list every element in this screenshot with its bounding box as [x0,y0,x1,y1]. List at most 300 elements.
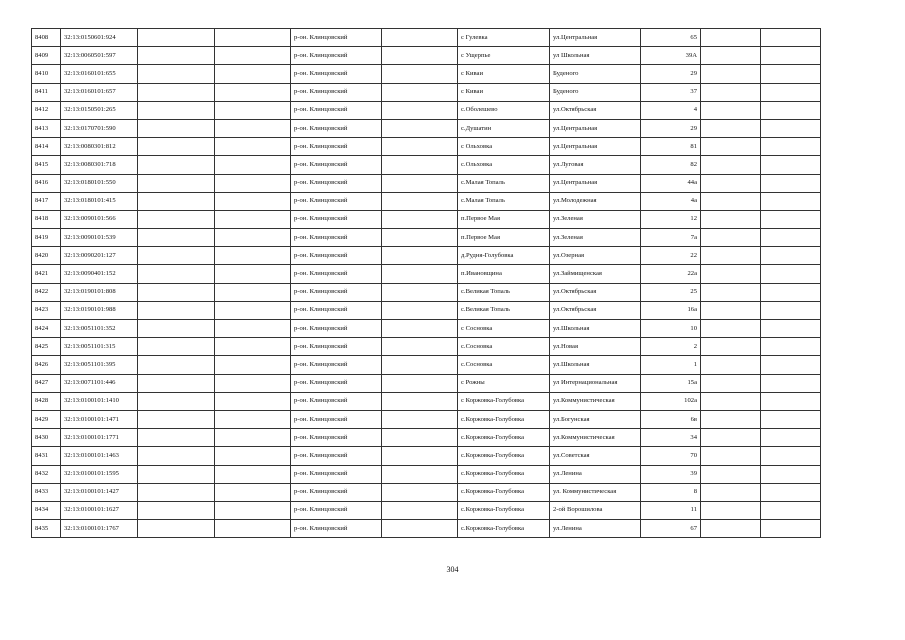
empty-cell [138,229,215,247]
street-cell: ул.Центральная [550,119,641,137]
empty-cell [215,119,291,137]
cadastral-number-cell: 32:13:0160101:657 [61,83,138,101]
empty-cell [761,374,821,392]
table-row [32,520,821,538]
table-row [32,101,821,119]
empty-cell [761,229,821,247]
house-number-cell: 37 [641,83,701,101]
house-number-cell: 4а [641,192,701,210]
row-number-cell: 8434 [32,501,61,519]
empty-cell [701,210,761,228]
empty-cell [215,229,291,247]
street-cell: ул Школьная [550,47,641,65]
district-cell: р-он. Клинцовский [291,29,382,47]
table-row [32,174,821,192]
settlement-cell: с.Коржовка-Голубовка [458,501,550,519]
empty-cell [761,192,821,210]
house-number-cell: 67 [641,520,701,538]
street-cell: ул.Октябрьская [550,101,641,119]
cadastral-number-cell: 32:13:0060501:597 [61,47,138,65]
empty-cell [701,229,761,247]
empty-cell [761,501,821,519]
cadastral-number-cell: 32:13:0100101:1627 [61,501,138,519]
street-cell: ул.Зеленая [550,210,641,228]
empty-cell [382,410,458,428]
empty-cell [215,483,291,501]
empty-cell [701,520,761,538]
empty-cell [138,156,215,174]
table-row [32,83,821,101]
empty-cell [761,283,821,301]
empty-cell [138,192,215,210]
cadastral-number-cell: 32:13:0190101:988 [61,301,138,319]
house-number-cell: 12 [641,210,701,228]
street-cell: Буденого [550,65,641,83]
empty-cell [761,47,821,65]
district-cell: р-он. Клинцовский [291,119,382,137]
empty-cell [138,83,215,101]
house-number-cell: 25 [641,283,701,301]
empty-cell [761,483,821,501]
settlement-cell: с.Великая Топаль [458,301,550,319]
empty-cell [215,338,291,356]
empty-cell [701,156,761,174]
row-number-cell: 8418 [32,210,61,228]
settlement-cell: с.Коржовка-Голубовка [458,447,550,465]
settlement-cell: с.Малая Топаль [458,174,550,192]
street-cell: ул.Центральная [550,138,641,156]
house-number-cell: 2 [641,338,701,356]
row-number-cell: 8417 [32,192,61,210]
empty-cell [701,374,761,392]
house-number-cell: 22а [641,265,701,283]
empty-cell [215,47,291,65]
table-row [32,247,821,265]
cadastral-number-cell: 32:13:0100101:1471 [61,410,138,428]
district-cell: р-он. Клинцовский [291,501,382,519]
register-body [32,29,821,538]
empty-cell [382,356,458,374]
empty-cell [382,119,458,137]
empty-cell [701,65,761,83]
table-row [32,429,821,447]
empty-cell [761,301,821,319]
empty-cell [701,483,761,501]
table-row [32,47,821,65]
table-row [32,210,821,228]
settlement-cell: п.Первое Мая [458,229,550,247]
empty-cell [701,301,761,319]
cadastral-number-cell: 32:13:0180101:550 [61,174,138,192]
empty-cell [215,301,291,319]
table-row [32,374,821,392]
empty-cell [701,119,761,137]
row-number-cell: 8432 [32,465,61,483]
row-number-cell: 8431 [32,447,61,465]
empty-cell [215,65,291,83]
empty-cell [761,29,821,47]
empty-cell [215,283,291,301]
row-number-cell: 8429 [32,410,61,428]
settlement-cell: с.Коржовка-Голубовка [458,483,550,501]
district-cell: р-он. Клинцовский [291,210,382,228]
street-cell: 2-ой Ворошилова [550,501,641,519]
empty-cell [215,101,291,119]
page-number: 304 [446,565,459,574]
cadastral-number-cell: 32:13:0090101:566 [61,210,138,228]
street-cell: ул.Озерная [550,247,641,265]
district-cell: р-он. Клинцовский [291,101,382,119]
cadastral-number-cell: 32:13:0080301:718 [61,156,138,174]
district-cell: р-он. Клинцовский [291,483,382,501]
table-row [32,301,821,319]
street-cell: Буденого [550,83,641,101]
cadastral-number-cell: 32:13:0090101:539 [61,229,138,247]
street-cell: ул. Коммунистическая [550,483,641,501]
empty-cell [138,65,215,83]
settlement-cell: с Сосновка [458,320,550,338]
district-cell: р-он. Клинцовский [291,429,382,447]
cadastral-number-cell: 32:13:0160101:655 [61,65,138,83]
empty-cell [382,520,458,538]
cadastral-number-cell: 32:13:0180101:415 [61,192,138,210]
cadastral-number-cell: 32:13:0190101:808 [61,283,138,301]
table-row [32,156,821,174]
empty-cell [215,320,291,338]
empty-cell [701,320,761,338]
table-row [32,447,821,465]
empty-cell [138,410,215,428]
street-cell: ул.Молодежная [550,192,641,210]
cadastral-number-cell: 32:13:0051101:315 [61,338,138,356]
table-row [32,465,821,483]
table-row [32,192,821,210]
empty-cell [382,338,458,356]
house-number-cell: 82 [641,156,701,174]
house-number-cell: 65 [641,29,701,47]
settlement-cell: с.Ольховка [458,156,550,174]
table-row [32,229,821,247]
empty-cell [138,483,215,501]
settlement-cell: с Рожны [458,374,550,392]
district-cell: р-он. Клинцовский [291,65,382,83]
empty-cell [761,210,821,228]
district-cell: р-он. Клинцовский [291,47,382,65]
row-number-cell: 8420 [32,247,61,265]
empty-cell [382,283,458,301]
district-cell: р-он. Клинцовский [291,410,382,428]
address-register-table [31,28,821,538]
house-number-cell: 15а [641,374,701,392]
empty-cell [138,210,215,228]
empty-cell [138,320,215,338]
empty-cell [382,65,458,83]
empty-cell [215,83,291,101]
table-row [32,265,821,283]
empty-cell [761,447,821,465]
empty-cell [701,47,761,65]
house-number-cell: 4 [641,101,701,119]
empty-cell [761,520,821,538]
empty-cell [138,392,215,410]
district-cell: р-он. Клинцовский [291,356,382,374]
settlement-cell: с.Коржовка-Голубовка [458,520,550,538]
empty-cell [215,410,291,428]
district-cell: р-он. Клинцовский [291,374,382,392]
empty-cell [138,465,215,483]
empty-cell [701,83,761,101]
empty-cell [138,265,215,283]
empty-cell [382,174,458,192]
empty-cell [382,465,458,483]
empty-cell [382,192,458,210]
cadastral-number-cell: 32:13:0051101:352 [61,320,138,338]
empty-cell [701,465,761,483]
empty-cell [138,138,215,156]
empty-cell [761,83,821,101]
cadastral-number-cell: 32:13:0080301:812 [61,138,138,156]
settlement-cell: с.Коржовка-Голубовка [458,429,550,447]
cadastral-number-cell: 32:13:0100101:1767 [61,520,138,538]
district-cell: р-он. Клинцовский [291,265,382,283]
table-row [32,119,821,137]
empty-cell [382,156,458,174]
street-cell: ул.Центральная [550,174,641,192]
empty-cell [215,447,291,465]
empty-cell [382,265,458,283]
district-cell: р-он. Клинцовский [291,320,382,338]
table-row [32,29,821,47]
district-cell: р-он. Клинцовский [291,174,382,192]
table-row [32,320,821,338]
empty-cell [138,247,215,265]
empty-cell [382,501,458,519]
settlement-cell: с.Коржовка-Голубовка [458,465,550,483]
empty-cell [701,247,761,265]
empty-cell [138,356,215,374]
empty-cell [215,29,291,47]
empty-cell [215,192,291,210]
row-number-cell: 8408 [32,29,61,47]
empty-cell [761,429,821,447]
street-cell: ул.Школьная [550,320,641,338]
table-row [32,501,821,519]
row-number-cell: 8419 [32,229,61,247]
row-number-cell: 8412 [32,101,61,119]
row-number-cell: 8411 [32,83,61,101]
table-row [32,356,821,374]
empty-cell [761,265,821,283]
empty-cell [382,429,458,447]
row-number-cell: 8416 [32,174,61,192]
empty-cell [382,83,458,101]
empty-cell [701,447,761,465]
empty-cell [382,138,458,156]
empty-cell [761,356,821,374]
table-row [32,392,821,410]
empty-cell [215,501,291,519]
empty-cell [701,265,761,283]
empty-cell [761,65,821,83]
empty-cell [382,392,458,410]
empty-cell [701,283,761,301]
house-number-cell: 102а [641,392,701,410]
empty-cell [215,174,291,192]
cadastral-number-cell: 32:13:0150601:924 [61,29,138,47]
row-number-cell: 8409 [32,47,61,65]
district-cell: р-он. Клинцовский [291,247,382,265]
empty-cell [215,392,291,410]
house-number-cell: 11 [641,501,701,519]
district-cell: р-он. Клинцовский [291,447,382,465]
empty-cell [701,429,761,447]
house-number-cell: 44а [641,174,701,192]
empty-cell [138,47,215,65]
house-number-cell: 8 [641,483,701,501]
house-number-cell: 29 [641,65,701,83]
row-number-cell: 8428 [32,392,61,410]
empty-cell [761,138,821,156]
empty-cell [215,465,291,483]
house-number-cell: 7а [641,229,701,247]
empty-cell [701,338,761,356]
empty-cell [382,374,458,392]
cadastral-number-cell: 32:13:0100101:1410 [61,392,138,410]
row-number-cell: 8426 [32,356,61,374]
empty-cell [761,174,821,192]
settlement-cell: с.Оболешево [458,101,550,119]
table-row [32,138,821,156]
row-number-cell: 8422 [32,283,61,301]
row-number-cell: 8421 [32,265,61,283]
district-cell: р-он. Клинцовский [291,138,382,156]
empty-cell [761,392,821,410]
empty-cell [215,265,291,283]
street-cell: ул.Школьная [550,356,641,374]
settlement-cell: д.Рудня-Голубовка [458,247,550,265]
empty-cell [382,101,458,119]
empty-cell [701,356,761,374]
street-cell: ул Интернациональная [550,374,641,392]
cadastral-number-cell: 32:13:0100101:1427 [61,483,138,501]
empty-cell [701,174,761,192]
settlement-cell: с Ущерпье [458,47,550,65]
street-cell: ул.Центральная [550,29,641,47]
street-cell: ул.Коммунистическая [550,392,641,410]
empty-cell [382,210,458,228]
house-number-cell: 70 [641,447,701,465]
table-row [32,338,821,356]
row-number-cell: 8423 [32,301,61,319]
district-cell: р-он. Клинцовский [291,156,382,174]
settlement-cell: с Ольховка [458,138,550,156]
street-cell: ул.Октябрьская [550,283,641,301]
street-cell: ул.Ленина [550,520,641,538]
settlement-cell: п.Ивановщина [458,265,550,283]
street-cell: ул.Зеленая [550,229,641,247]
street-cell: ул.Советская [550,447,641,465]
row-number-cell: 8425 [32,338,61,356]
house-number-cell: 1 [641,356,701,374]
cadastral-number-cell: 32:13:0090401:152 [61,265,138,283]
district-cell: р-он. Клинцовский [291,83,382,101]
empty-cell [701,392,761,410]
street-cell: ул.Новая [550,338,641,356]
district-cell: р-он. Клинцовский [291,338,382,356]
settlement-cell: с.Малая Топаль [458,192,550,210]
house-number-cell: 10 [641,320,701,338]
settlement-cell: с.Душатин [458,119,550,137]
street-cell: ул.Богунская [550,410,641,428]
empty-cell [382,483,458,501]
settlement-cell: с Киваи [458,65,550,83]
row-number-cell: 8424 [32,320,61,338]
district-cell: р-он. Клинцовский [291,520,382,538]
table-row [32,483,821,501]
empty-cell [138,174,215,192]
street-cell: ул.Ленина [550,465,641,483]
empty-cell [761,101,821,119]
empty-cell [215,429,291,447]
house-number-cell: 16а [641,301,701,319]
empty-cell [761,119,821,137]
district-cell: р-он. Клинцовский [291,392,382,410]
settlement-cell: с Гулевка [458,29,550,47]
settlement-cell: с.Сосновка [458,338,550,356]
settlement-cell: с.Коржовка-Голубовка [458,410,550,428]
empty-cell [215,520,291,538]
row-number-cell: 8413 [32,119,61,137]
empty-cell [701,29,761,47]
cadastral-number-cell: 32:13:0100101:1463 [61,447,138,465]
settlement-cell: с.Сосновка [458,356,550,374]
empty-cell [701,192,761,210]
settlement-cell: с.Великая Топаль [458,283,550,301]
row-number-cell: 8427 [32,374,61,392]
house-number-cell: 6в [641,410,701,428]
empty-cell [701,101,761,119]
district-cell: р-он. Клинцовский [291,283,382,301]
cadastral-number-cell: 32:13:0100101:1595 [61,465,138,483]
empty-cell [215,156,291,174]
empty-cell [215,247,291,265]
cadastral-number-cell: 32:13:0090201:127 [61,247,138,265]
cadastral-number-cell: 32:13:0150501:265 [61,101,138,119]
table-row [32,65,821,83]
empty-cell [382,247,458,265]
district-cell: р-он. Клинцовский [291,192,382,210]
empty-cell [138,501,215,519]
house-number-cell: 39А [641,47,701,65]
row-number-cell: 8430 [32,429,61,447]
empty-cell [138,301,215,319]
row-number-cell: 8410 [32,65,61,83]
empty-cell [215,210,291,228]
district-cell: р-он. Клинцовский [291,229,382,247]
row-number-cell: 8415 [32,156,61,174]
cadastral-number-cell: 32:13:0170701:590 [61,119,138,137]
empty-cell [138,429,215,447]
empty-cell [138,338,215,356]
empty-cell [138,29,215,47]
row-number-cell: 8435 [32,520,61,538]
settlement-cell: с Киваи [458,83,550,101]
empty-cell [761,338,821,356]
empty-cell [138,520,215,538]
row-number-cell: 8433 [32,483,61,501]
empty-cell [215,374,291,392]
empty-cell [215,138,291,156]
